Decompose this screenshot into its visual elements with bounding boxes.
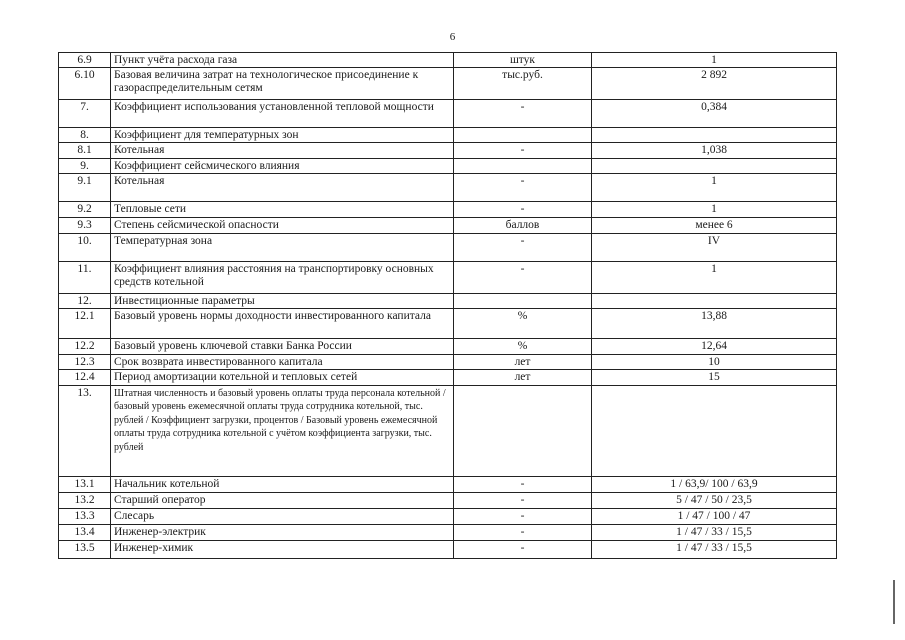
parameter-name-cell: Слесарь [111,509,454,525]
value-cell: 15 [592,370,837,386]
table-row [59,370,837,386]
page-number: 6 [449,31,456,43]
value-cell: 1 / 47 / 100 / 47 [592,509,837,525]
value-cell: 1 / 47 / 33 / 15,5 [592,541,837,559]
table-row [59,355,837,370]
row-number-cell: 11. [59,262,111,294]
value-cell: IV [592,234,837,262]
row-number-cell: 8. [59,128,111,143]
table-row [59,262,837,294]
unit-cell: - [454,174,592,202]
unit-cell: лет [454,370,592,386]
parameter-name-cell: Коэффициент влияния расстояния на транспортировку основных средств котельной [111,262,454,294]
table-row [59,477,837,493]
value-cell: 1 [592,53,837,68]
parameter-name-cell: Коэффициент для температурных зон [111,128,454,143]
unit-cell [454,386,592,477]
parameter-name-cell: Период амортизации котельной и тепловых сетей [111,370,454,386]
parameter-name-cell: Коэффициент сейсмического влияния [111,159,454,174]
parameter-name-cell: Котельная [111,174,454,202]
value-cell: 1 [592,262,837,294]
value-cell: 1 [592,174,837,202]
parameter-name-cell: Тепловые сети [111,202,454,218]
table-row [59,525,837,541]
table-row [59,68,837,100]
table-row [59,294,837,309]
value-cell: 2 892 [592,68,837,100]
parameter-name-cell: Базовый уровень нормы доходности инвестированного капитала [111,309,454,339]
row-number-cell: 12.1 [59,309,111,339]
table-row [59,234,837,262]
row-number-cell: 9. [59,159,111,174]
row-number-cell: 13. [59,386,111,477]
table-row [59,218,837,234]
unit-cell: % [454,309,592,339]
unit-cell: - [454,541,592,559]
value-cell [592,159,837,174]
row-number-cell: 6.10 [59,68,111,100]
row-number-cell: 9.1 [59,174,111,202]
unit-cell: - [454,143,592,159]
table-row [59,339,837,355]
value-cell [592,294,837,309]
value-cell: 1,038 [592,143,837,159]
value-cell [592,128,837,143]
parameter-name-cell: Инвестиционные параметры [111,294,454,309]
row-number-cell: 10. [59,234,111,262]
table-row [59,100,837,128]
table-row [59,493,837,509]
value-cell [592,386,837,477]
parameter-name-cell: Базовая величина затрат на технологическое присоединение к газораспределительным сетям [111,68,454,100]
value-cell: 12,64 [592,339,837,355]
unit-cell: тыс.руб. [454,68,592,100]
unit-cell: - [454,509,592,525]
unit-cell: лет [454,355,592,370]
table-row [59,174,837,202]
table-row [59,159,837,174]
table-row [59,143,837,159]
row-number-cell: 9.2 [59,202,111,218]
unit-cell [454,294,592,309]
value-cell: 1 [592,202,837,218]
unit-cell: - [454,234,592,262]
value-cell: 0,384 [592,100,837,128]
table-row [59,509,837,525]
unit-cell: - [454,202,592,218]
row-number-cell: 12.2 [59,339,111,355]
row-number-cell: 8.1 [59,143,111,159]
value-cell: менее 6 [592,218,837,234]
unit-cell: - [454,525,592,541]
row-number-cell: 12.4 [59,370,111,386]
scan-edge-mark [893,580,895,624]
value-cell: 10 [592,355,837,370]
unit-cell: % [454,339,592,355]
row-number-cell: 12. [59,294,111,309]
value-cell: 13,88 [592,309,837,339]
table-row [59,386,837,477]
table-row [59,202,837,218]
parameter-name-cell: Инженер-электрик [111,525,454,541]
table-row [59,541,837,559]
value-cell: 5 / 47 / 50 / 23,5 [592,493,837,509]
parameter-name-cell: Начальник котельной [111,477,454,493]
table-row [59,309,837,339]
unit-cell [454,128,592,143]
unit-cell: баллов [454,218,592,234]
row-number-cell: 13.2 [59,493,111,509]
row-number-cell: 7. [59,100,111,128]
table-row [59,128,837,143]
row-number-cell: 13.1 [59,477,111,493]
parameter-name-cell: Коэффициент использования установленной тепловой мощности [111,100,454,128]
row-number-cell: 12.3 [59,355,111,370]
parameters-table [58,52,837,559]
row-number-cell: 13.5 [59,541,111,559]
value-cell: 1 / 47 / 33 / 15,5 [592,525,837,541]
unit-cell: - [454,262,592,294]
parameter-name-cell: Старший оператор [111,493,454,509]
row-number-cell: 13.3 [59,509,111,525]
parameters-table-body [59,53,837,559]
parameter-name-cell: Срок возврата инвестированного капитала [111,355,454,370]
parameter-name-cell: Пункт учёта расхода газа [111,53,454,68]
row-number-cell: 6.9 [59,53,111,68]
unit-cell: - [454,100,592,128]
parameter-name-cell: Температурная зона [111,234,454,262]
parameter-name-cell: Степень сейсмической опасности [111,218,454,234]
row-number-cell: 9.3 [59,218,111,234]
parameter-name-cell: Инженер-химик [111,541,454,559]
parameter-name-cell: Котельная [111,143,454,159]
table-row [59,53,837,68]
row-number-cell: 13.4 [59,525,111,541]
unit-cell: - [454,477,592,493]
unit-cell [454,159,592,174]
unit-cell: штук [454,53,592,68]
value-cell: 1 / 63,9/ 100 / 63,9 [592,477,837,493]
unit-cell: - [454,493,592,509]
parameter-name-cell: Базовый уровень ключевой ставки Банка России [111,339,454,355]
parameter-name-cell: Штатная численность и базовый уровень оплаты труда персонала котельной / базовый уровень ежемесячной оплаты труда сотрудника котельной, тыс. рублей / Коэффициент загрузки, процентов / Базовый уровень ежемесячной оплаты труда сотрудника котельной с учётом коэффициента загрузки, тыс. рублей [111,386,454,477]
